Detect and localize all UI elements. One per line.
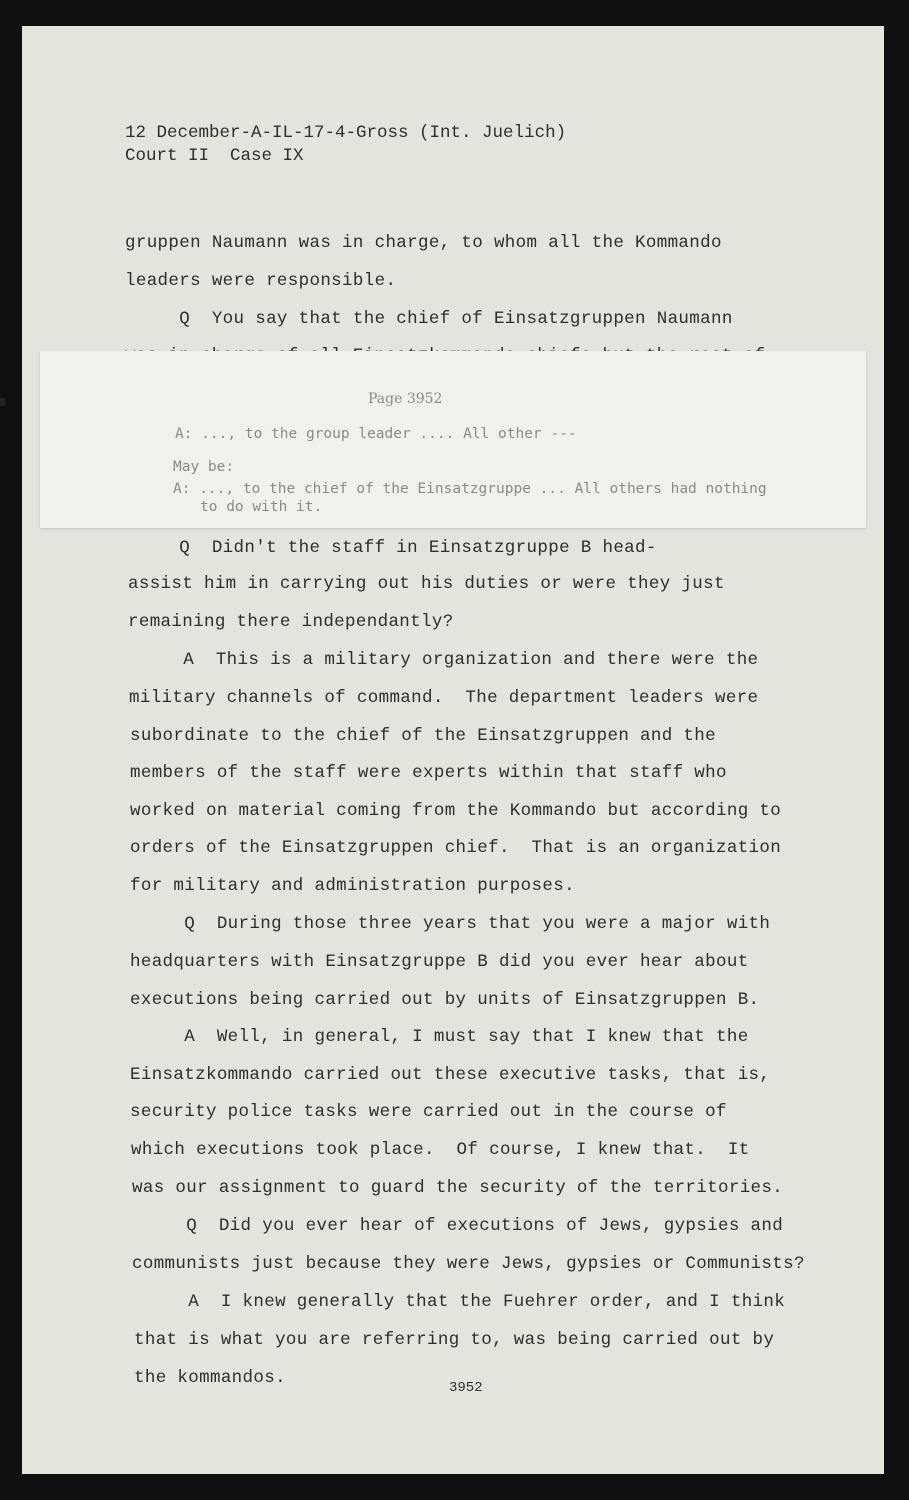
body-line: executions being carried out by units of Einsatzgruppen B. xyxy=(130,990,760,1010)
body-line: orders of the Einsatzgruppen chief. That is an organization xyxy=(130,838,782,858)
slip-line: A: ..., to the chief of the Einsatzgruppe ... All others had nothing xyxy=(173,481,767,497)
document-header xyxy=(125,122,566,168)
body-line: Einsatzkommando carried out these executive tasks, that is, xyxy=(130,1065,771,1085)
page-number: 3952 xyxy=(449,1380,483,1396)
body-line: which executions took place. Of course, I knew that. It xyxy=(131,1140,750,1160)
body-line: security police tasks were carried out in the course of xyxy=(130,1102,727,1122)
document-page xyxy=(22,26,884,1474)
header-line-2: Court II Case IX xyxy=(125,146,304,166)
body-line: leaders were responsible. xyxy=(125,271,397,291)
body-line: Q Did you ever hear of executions of Jews, gypsies and xyxy=(132,1216,784,1236)
body-line: Q Didn't the staff in Einsatzgruppe B head- xyxy=(125,538,657,558)
body-line: for military and administration purposes. xyxy=(130,876,575,896)
body-line: A I knew generally that the Fuehrer order, and I think xyxy=(134,1292,786,1312)
body-line: gruppen Naumann was in charge, to whom all the Kommando xyxy=(125,233,722,253)
slip-maybe-label: May be: xyxy=(173,459,235,475)
header-line-1: 12 December-A-IL-17-4-Gross (Int. Juelich) xyxy=(125,123,567,143)
body-line: assist him in carrying out his duties or were they just xyxy=(128,574,725,594)
slip-page-label: Page 3952 xyxy=(368,391,443,407)
body-line: Q During those three years that you were a major with xyxy=(130,914,771,934)
slip-line: A: ..., to the group leader .... All other --- xyxy=(175,426,577,442)
body-line: remaining there independantly? xyxy=(128,612,454,632)
body-line: that is what you are referring to, was being carried out by xyxy=(134,1330,775,1350)
body-line: communists just because they were Jews, gypsies or Communists? xyxy=(132,1254,805,1274)
body-line: military channels of command. The department leaders were xyxy=(129,688,759,708)
body-line: subordinate to the chief of the Einsatzgruppen and the xyxy=(130,726,716,746)
body-line: headquarters with Einsatzgruppe B did you ever hear about xyxy=(130,952,749,972)
body-line: members of the staff were experts within that staff who xyxy=(130,763,727,783)
body-line: Q You say that the chief of Einsatzgruppen Naumann xyxy=(125,309,733,329)
correction-slip xyxy=(40,351,866,528)
body-line: A Well, in general, I must say that I knew that the xyxy=(130,1027,749,1047)
body-line: A This is a military organization and there were the xyxy=(129,650,759,670)
body-line: worked on material coming from the Kommando but according to xyxy=(130,801,782,821)
slip-line: to do with it. xyxy=(200,499,323,515)
body-line: the kommandos. xyxy=(134,1368,286,1388)
margin-mark xyxy=(0,398,5,406)
body-line: was our assignment to guard the security of the territories. xyxy=(132,1178,784,1198)
